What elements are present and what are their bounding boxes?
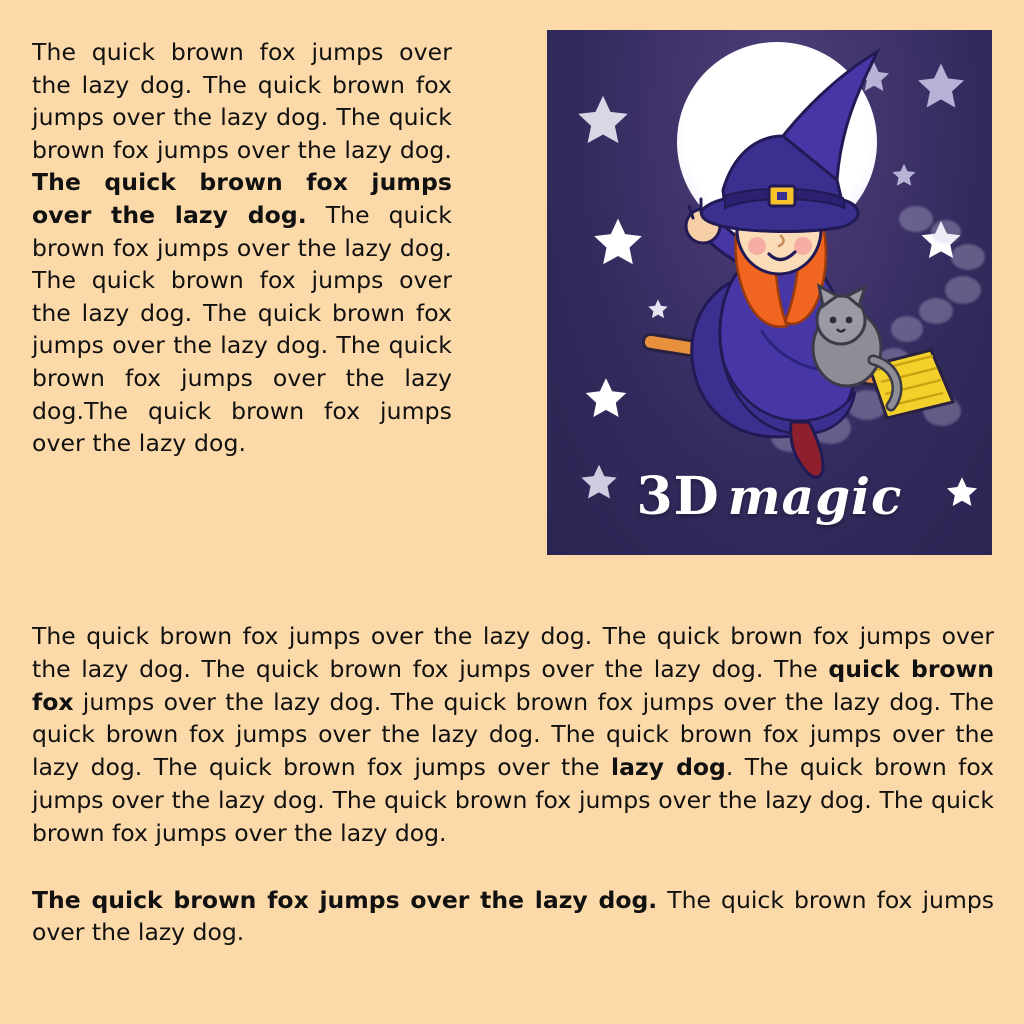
witch-poster-image (547, 30, 992, 555)
closing-run-1-bold: The quick brown fox jumps over the lazy dog. (32, 885, 658, 914)
left-text-column (32, 36, 452, 460)
poster-title-primary: 3D (636, 466, 720, 527)
left-column-paragraph (32, 36, 452, 460)
text-run-5: . (238, 429, 247, 458)
body-run-5: . The quick brown fox jumps over the lazy dog. The quick brown fox jumps over the lazy dog. The quick brown fox jumps over the lazy dog. (32, 753, 994, 847)
top-section (32, 30, 992, 570)
poster-title (547, 466, 992, 527)
illustration-figure (547, 30, 992, 555)
body-run-3: jumps over the lazy dog. The quick brown fox jumps over the lazy dog. The quick brown fox jumps over the lazy dog. The quick brown fox jumps over the lazy dog. The quick brown fox jumps over the (32, 687, 994, 782)
body-run-2-bold: quick brown fox (32, 654, 994, 716)
text-run-4: The quick brown fox jumps over the lazy dog (32, 396, 452, 458)
closing-run-2: The quick brown fox jumps over the lazy dog. (32, 885, 994, 947)
body-run-1: The quick brown fox jumps over the lazy dog. The quick brown fox jumps over the lazy dog. The quick brown fox jumps over the lazy dog. The (32, 622, 994, 683)
body-paragraph (32, 620, 994, 850)
text-run-3: The quick brown fox jumps over the lazy dog. The quick brown fox jumps over the lazy dog. The quick brown fox jumps over the lazy dog. The quick brown fox jumps over the lazy dog. (32, 200, 452, 425)
text-run-1: The quick brown fox jumps over the lazy dog. The quick brown fox jumps over the lazy dog. The quick brown fox jumps over the lazy dog. (32, 38, 452, 164)
text-run-2-bold: The quick brown fox jumps over the lazy dog. (32, 168, 452, 229)
body-run-4-bold: lazy dog (611, 753, 726, 782)
poster-title-secondary: magic (727, 467, 903, 526)
bottom-text-section (32, 620, 994, 949)
closing-paragraph (32, 884, 994, 950)
